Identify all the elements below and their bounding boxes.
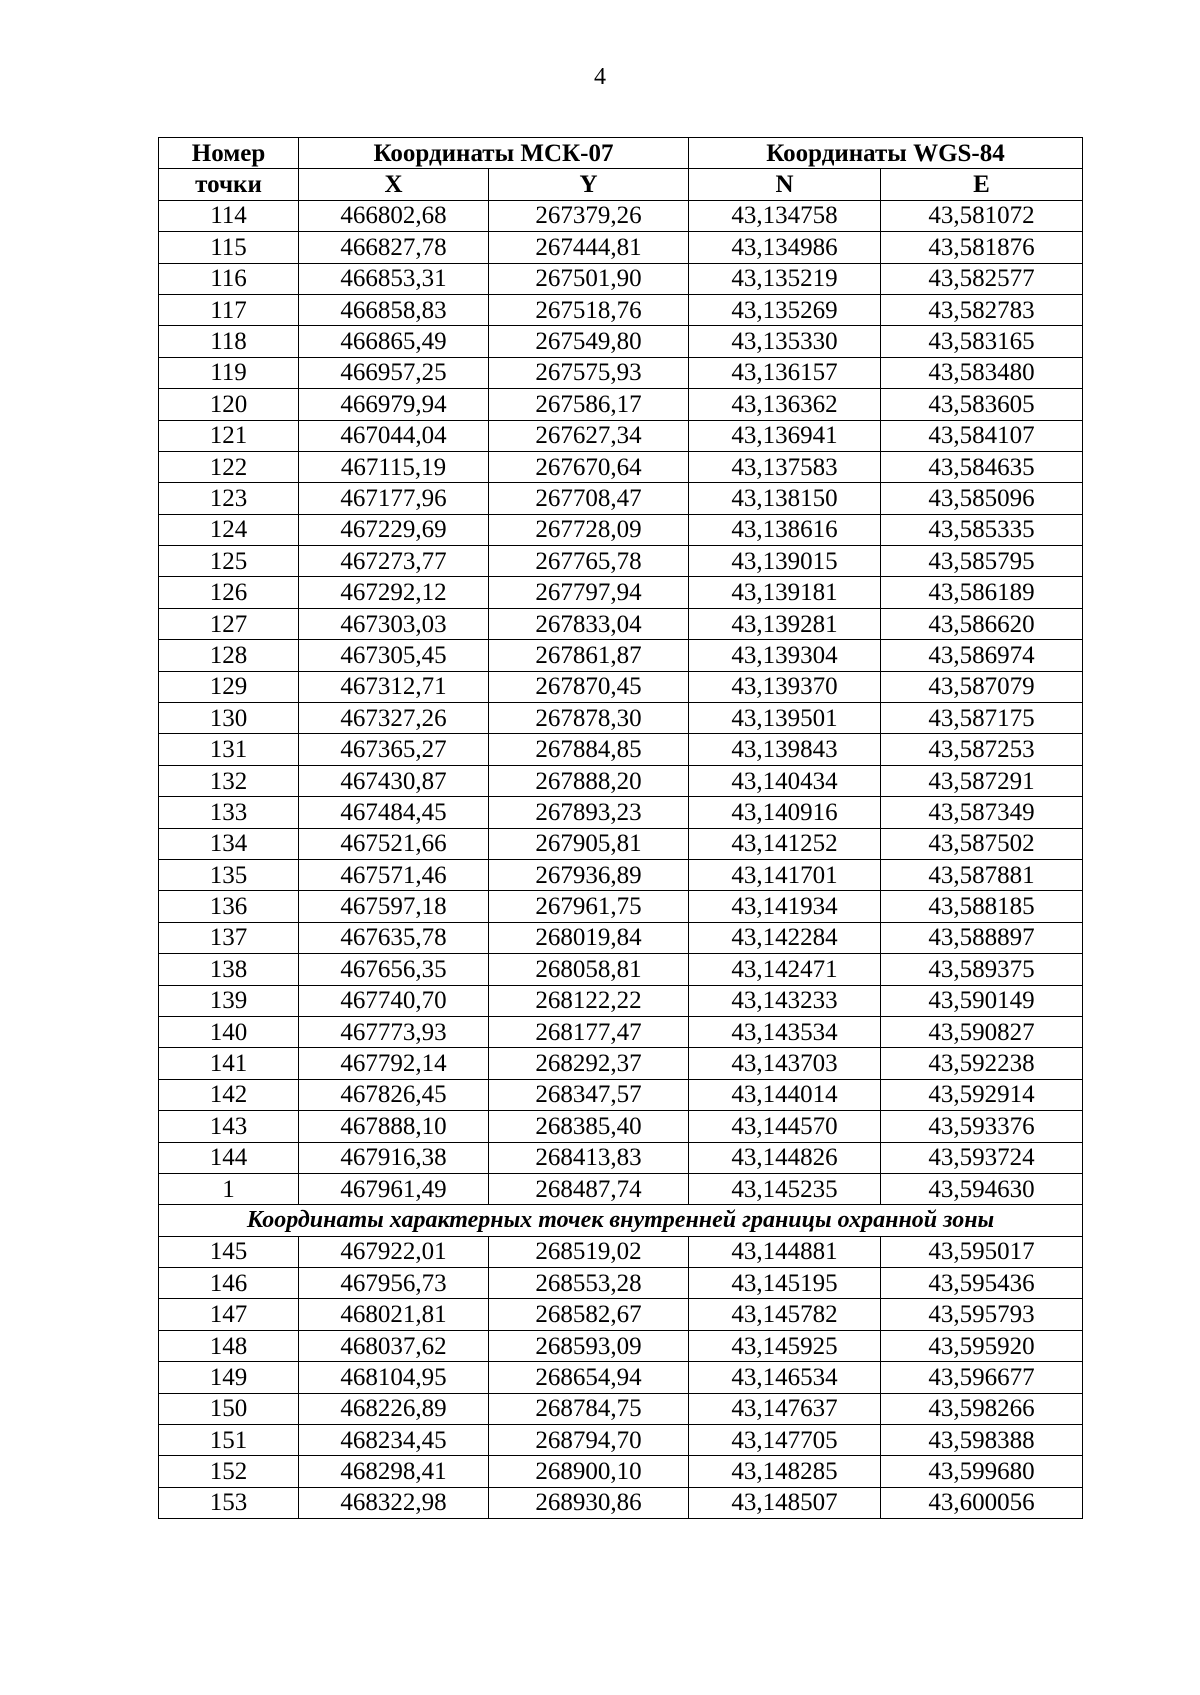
cell-e: 43,587079 — [881, 671, 1083, 702]
cell-point-number: 127 — [159, 608, 299, 639]
cell-e: 43,583165 — [881, 326, 1083, 357]
cell-y: 268177,47 — [489, 1016, 689, 1047]
cell-point-number: 131 — [159, 734, 299, 765]
cell-point-number: 125 — [159, 546, 299, 577]
cell-x: 467961,49 — [299, 1173, 489, 1204]
cell-e: 43,586974 — [881, 640, 1083, 671]
table-row — [159, 797, 1083, 828]
cell-y: 267833,04 — [489, 608, 689, 639]
cell-e: 43,600056 — [881, 1487, 1083, 1518]
cell-y: 268385,40 — [489, 1111, 689, 1142]
table-row — [159, 1425, 1083, 1456]
table-row — [159, 1048, 1083, 1079]
cell-x: 467327,26 — [299, 703, 489, 734]
cell-x: 467292,12 — [299, 577, 489, 608]
cell-x: 467792,14 — [299, 1048, 489, 1079]
section-title: Координаты характерных точек внутренней границы охранной зоны — [159, 1205, 1083, 1236]
header-group-msk: Координаты МСК-07 — [299, 138, 689, 169]
cell-x: 468234,45 — [299, 1425, 489, 1456]
cell-e: 43,599680 — [881, 1456, 1083, 1487]
cell-point-number: 137 — [159, 922, 299, 953]
cell-n: 43,134986 — [689, 232, 881, 263]
cell-y: 267878,30 — [489, 703, 689, 734]
cell-y: 267444,81 — [489, 232, 689, 263]
cell-x: 467956,73 — [299, 1268, 489, 1299]
cell-x: 466979,94 — [299, 389, 489, 420]
cell-n: 43,135330 — [689, 326, 881, 357]
cell-e: 43,589375 — [881, 954, 1083, 985]
table-row — [159, 765, 1083, 796]
cell-point-number: 116 — [159, 263, 299, 294]
table-row — [159, 1299, 1083, 1330]
cell-n: 43,143703 — [689, 1048, 881, 1079]
cell-e: 43,586620 — [881, 608, 1083, 639]
header-col-x: X — [299, 169, 489, 200]
table-row — [159, 734, 1083, 765]
cell-x: 467635,78 — [299, 922, 489, 953]
cell-n: 43,146534 — [689, 1362, 881, 1393]
cell-point-number: 115 — [159, 232, 299, 263]
cell-x: 467916,38 — [299, 1142, 489, 1173]
cell-n: 43,145925 — [689, 1330, 881, 1361]
cell-point-number: 133 — [159, 797, 299, 828]
table-row — [159, 1079, 1083, 1110]
cell-y: 267888,20 — [489, 765, 689, 796]
cell-y: 267627,34 — [489, 420, 689, 451]
cell-point-number: 148 — [159, 1330, 299, 1361]
cell-e: 43,581876 — [881, 232, 1083, 263]
table-row — [159, 922, 1083, 953]
cell-n: 43,145782 — [689, 1299, 881, 1330]
cell-e: 43,590827 — [881, 1016, 1083, 1047]
cell-e: 43,581072 — [881, 200, 1083, 231]
cell-point-number: 146 — [159, 1268, 299, 1299]
cell-x: 466858,83 — [299, 294, 489, 325]
cell-e: 43,587175 — [881, 703, 1083, 734]
cell-e: 43,587349 — [881, 797, 1083, 828]
cell-point-number: 128 — [159, 640, 299, 671]
cell-point-number: 118 — [159, 326, 299, 357]
cell-point-number: 149 — [159, 1362, 299, 1393]
cell-e: 43,586189 — [881, 577, 1083, 608]
cell-point-number: 1 — [159, 1173, 299, 1204]
cell-x: 466802,68 — [299, 200, 489, 231]
cell-y: 267518,76 — [489, 294, 689, 325]
cell-point-number: 117 — [159, 294, 299, 325]
cell-n: 43,139843 — [689, 734, 881, 765]
cell-y: 267670,64 — [489, 451, 689, 482]
cell-point-number: 138 — [159, 954, 299, 985]
section-row — [159, 1205, 1083, 1236]
cell-y: 267708,47 — [489, 483, 689, 514]
cell-n: 43,136941 — [689, 420, 881, 451]
table-row — [159, 1362, 1083, 1393]
cell-x: 467312,71 — [299, 671, 489, 702]
cell-y: 268784,75 — [489, 1393, 689, 1424]
cell-point-number: 121 — [159, 420, 299, 451]
cell-e: 43,584635 — [881, 451, 1083, 482]
cell-e: 43,595436 — [881, 1268, 1083, 1299]
cell-x: 467484,45 — [299, 797, 489, 828]
cell-x: 467571,46 — [299, 859, 489, 890]
cell-y: 267893,23 — [489, 797, 689, 828]
cell-point-number: 129 — [159, 671, 299, 702]
cell-x: 466957,25 — [299, 357, 489, 388]
table-header — [159, 138, 1083, 201]
cell-e: 43,592238 — [881, 1048, 1083, 1079]
cell-y: 268019,84 — [489, 922, 689, 953]
cell-point-number: 145 — [159, 1236, 299, 1267]
cell-point-number: 139 — [159, 985, 299, 1016]
cell-x: 467365,27 — [299, 734, 489, 765]
table-row — [159, 232, 1083, 263]
cell-x: 468104,95 — [299, 1362, 489, 1393]
table-row — [159, 1330, 1083, 1361]
cell-point-number: 124 — [159, 514, 299, 545]
cell-n: 43,139370 — [689, 671, 881, 702]
cell-y: 268292,37 — [489, 1048, 689, 1079]
table-row — [159, 294, 1083, 325]
cell-n: 43,135269 — [689, 294, 881, 325]
header-point-number-line1: Номер — [159, 138, 299, 169]
cell-point-number: 126 — [159, 577, 299, 608]
cell-n: 43,139304 — [689, 640, 881, 671]
cell-n: 43,139281 — [689, 608, 881, 639]
cell-y: 267870,45 — [489, 671, 689, 702]
cell-n: 43,144014 — [689, 1079, 881, 1110]
table-body — [159, 200, 1083, 1518]
cell-y: 267884,85 — [489, 734, 689, 765]
cell-x: 467177,96 — [299, 483, 489, 514]
table-row — [159, 263, 1083, 294]
cell-point-number: 120 — [159, 389, 299, 420]
page-number: 4 — [594, 64, 606, 90]
table-row — [159, 1456, 1083, 1487]
cell-e: 43,583605 — [881, 389, 1083, 420]
cell-point-number: 135 — [159, 859, 299, 890]
cell-n: 43,148507 — [689, 1487, 881, 1518]
table-row — [159, 859, 1083, 890]
cell-e: 43,587881 — [881, 859, 1083, 890]
header-col-y: Y — [489, 169, 689, 200]
cell-x: 467044,04 — [299, 420, 489, 451]
cell-y: 267961,75 — [489, 891, 689, 922]
cell-e: 43,584107 — [881, 420, 1083, 451]
cell-y: 268654,94 — [489, 1362, 689, 1393]
cell-point-number: 144 — [159, 1142, 299, 1173]
table-row — [159, 671, 1083, 702]
cell-x: 468021,81 — [299, 1299, 489, 1330]
cell-e: 43,583480 — [881, 357, 1083, 388]
cell-n: 43,148285 — [689, 1456, 881, 1487]
cell-e: 43,595793 — [881, 1299, 1083, 1330]
table-row — [159, 326, 1083, 357]
cell-n: 43,135219 — [689, 263, 881, 294]
cell-x: 467430,87 — [299, 765, 489, 796]
cell-y: 268487,74 — [489, 1173, 689, 1204]
cell-y: 268519,02 — [489, 1236, 689, 1267]
cell-n: 43,141252 — [689, 828, 881, 859]
table-row — [159, 514, 1083, 545]
cell-n: 43,144881 — [689, 1236, 881, 1267]
cell-point-number: 119 — [159, 357, 299, 388]
header-col-e: E — [881, 169, 1083, 200]
table-row — [159, 1173, 1083, 1204]
cell-y: 267905,81 — [489, 828, 689, 859]
cell-e: 43,595017 — [881, 1236, 1083, 1267]
cell-x: 468298,41 — [299, 1456, 489, 1487]
cell-y: 267728,09 — [489, 514, 689, 545]
cell-e: 43,585335 — [881, 514, 1083, 545]
cell-x: 467229,69 — [299, 514, 489, 545]
table-row — [159, 451, 1083, 482]
cell-e: 43,593376 — [881, 1111, 1083, 1142]
cell-x: 468322,98 — [299, 1487, 489, 1518]
cell-n: 43,139015 — [689, 546, 881, 577]
cell-x: 466853,31 — [299, 263, 489, 294]
table-row — [159, 200, 1083, 231]
cell-n: 43,144826 — [689, 1142, 881, 1173]
table-row — [159, 1487, 1083, 1518]
cell-x: 468037,62 — [299, 1330, 489, 1361]
cell-e: 43,590149 — [881, 985, 1083, 1016]
cell-e: 43,587502 — [881, 828, 1083, 859]
table-row — [159, 389, 1083, 420]
cell-n: 43,143233 — [689, 985, 881, 1016]
cell-y: 268347,57 — [489, 1079, 689, 1110]
cell-x: 467273,77 — [299, 546, 489, 577]
cell-x: 467521,66 — [299, 828, 489, 859]
cell-x: 467740,70 — [299, 985, 489, 1016]
cell-point-number: 143 — [159, 1111, 299, 1142]
cell-point-number: 147 — [159, 1299, 299, 1330]
cell-y: 267549,80 — [489, 326, 689, 357]
cell-n: 43,140916 — [689, 797, 881, 828]
cell-point-number: 150 — [159, 1393, 299, 1424]
cell-y: 267586,17 — [489, 389, 689, 420]
cell-y: 267575,93 — [489, 357, 689, 388]
cell-point-number: 123 — [159, 483, 299, 514]
header-col-n: N — [689, 169, 881, 200]
cell-x: 466827,78 — [299, 232, 489, 263]
table-row — [159, 985, 1083, 1016]
cell-e: 43,587291 — [881, 765, 1083, 796]
table-row — [159, 828, 1083, 859]
header-group-wgs: Координаты WGS-84 — [689, 138, 1083, 169]
cell-n: 43,147637 — [689, 1393, 881, 1424]
cell-n: 43,138150 — [689, 483, 881, 514]
cell-y: 268058,81 — [489, 954, 689, 985]
cell-x: 468226,89 — [299, 1393, 489, 1424]
coordinates-table — [158, 137, 1083, 1519]
cell-y: 268122,22 — [489, 985, 689, 1016]
cell-n: 43,139181 — [689, 577, 881, 608]
cell-n: 43,139501 — [689, 703, 881, 734]
cell-y: 268593,09 — [489, 1330, 689, 1361]
cell-y: 268553,28 — [489, 1268, 689, 1299]
cell-e: 43,594630 — [881, 1173, 1083, 1204]
cell-x: 467826,45 — [299, 1079, 489, 1110]
table-row — [159, 1393, 1083, 1424]
cell-n: 43,142471 — [689, 954, 881, 985]
cell-n: 43,141701 — [689, 859, 881, 890]
cell-point-number: 130 — [159, 703, 299, 734]
cell-e: 43,588897 — [881, 922, 1083, 953]
cell-e: 43,593724 — [881, 1142, 1083, 1173]
cell-n: 43,137583 — [689, 451, 881, 482]
cell-y: 268413,83 — [489, 1142, 689, 1173]
cell-n: 43,142284 — [689, 922, 881, 953]
table-row — [159, 1111, 1083, 1142]
cell-x: 467597,18 — [299, 891, 489, 922]
table-row — [159, 703, 1083, 734]
cell-y: 267861,87 — [489, 640, 689, 671]
cell-n: 43,134758 — [689, 200, 881, 231]
table-row — [159, 1268, 1083, 1299]
table-row — [159, 608, 1083, 639]
cell-y: 268900,10 — [489, 1456, 689, 1487]
cell-e: 43,595920 — [881, 1330, 1083, 1361]
cell-n: 43,143534 — [689, 1016, 881, 1047]
cell-e: 43,592914 — [881, 1079, 1083, 1110]
cell-n: 43,145195 — [689, 1268, 881, 1299]
cell-e: 43,598266 — [881, 1393, 1083, 1424]
cell-y: 268794,70 — [489, 1425, 689, 1456]
cell-point-number: 132 — [159, 765, 299, 796]
cell-y: 268582,67 — [489, 1299, 689, 1330]
cell-n: 43,145235 — [689, 1173, 881, 1204]
cell-x: 467888,10 — [299, 1111, 489, 1142]
table-row — [159, 1016, 1083, 1047]
table-row — [159, 546, 1083, 577]
cell-n: 43,138616 — [689, 514, 881, 545]
cell-n: 43,140434 — [689, 765, 881, 796]
cell-x: 467922,01 — [299, 1236, 489, 1267]
cell-y: 267765,78 — [489, 546, 689, 577]
cell-e: 43,585096 — [881, 483, 1083, 514]
cell-x: 467656,35 — [299, 954, 489, 985]
cell-n: 43,136362 — [689, 389, 881, 420]
cell-y: 267501,90 — [489, 263, 689, 294]
table-row — [159, 640, 1083, 671]
cell-point-number: 151 — [159, 1425, 299, 1456]
cell-x: 467115,19 — [299, 451, 489, 482]
cell-y: 267797,94 — [489, 577, 689, 608]
cell-y: 267379,26 — [489, 200, 689, 231]
cell-e: 43,582783 — [881, 294, 1083, 325]
cell-point-number: 141 — [159, 1048, 299, 1079]
cell-x: 467303,03 — [299, 608, 489, 639]
header-point-number-line2: точки — [159, 169, 299, 200]
cell-point-number: 153 — [159, 1487, 299, 1518]
cell-n: 43,147705 — [689, 1425, 881, 1456]
cell-n: 43,141934 — [689, 891, 881, 922]
cell-x: 467305,45 — [299, 640, 489, 671]
cell-y: 268930,86 — [489, 1487, 689, 1518]
table-row — [159, 483, 1083, 514]
table-row — [159, 1142, 1083, 1173]
cell-point-number: 140 — [159, 1016, 299, 1047]
cell-e: 43,585795 — [881, 546, 1083, 577]
cell-e: 43,588185 — [881, 891, 1083, 922]
cell-y: 267936,89 — [489, 859, 689, 890]
cell-x: 466865,49 — [299, 326, 489, 357]
table-row — [159, 357, 1083, 388]
table-row — [159, 420, 1083, 451]
table-row — [159, 1236, 1083, 1267]
cell-point-number: 134 — [159, 828, 299, 859]
cell-x: 467773,93 — [299, 1016, 489, 1047]
cell-point-number: 114 — [159, 200, 299, 231]
cell-point-number: 136 — [159, 891, 299, 922]
table-row — [159, 954, 1083, 985]
cell-n: 43,144570 — [689, 1111, 881, 1142]
cell-point-number: 152 — [159, 1456, 299, 1487]
cell-point-number: 122 — [159, 451, 299, 482]
table-row — [159, 577, 1083, 608]
cell-point-number: 142 — [159, 1079, 299, 1110]
cell-e: 43,587253 — [881, 734, 1083, 765]
cell-e: 43,596677 — [881, 1362, 1083, 1393]
cell-e: 43,582577 — [881, 263, 1083, 294]
cell-n: 43,136157 — [689, 357, 881, 388]
cell-e: 43,598388 — [881, 1425, 1083, 1456]
table-row — [159, 891, 1083, 922]
